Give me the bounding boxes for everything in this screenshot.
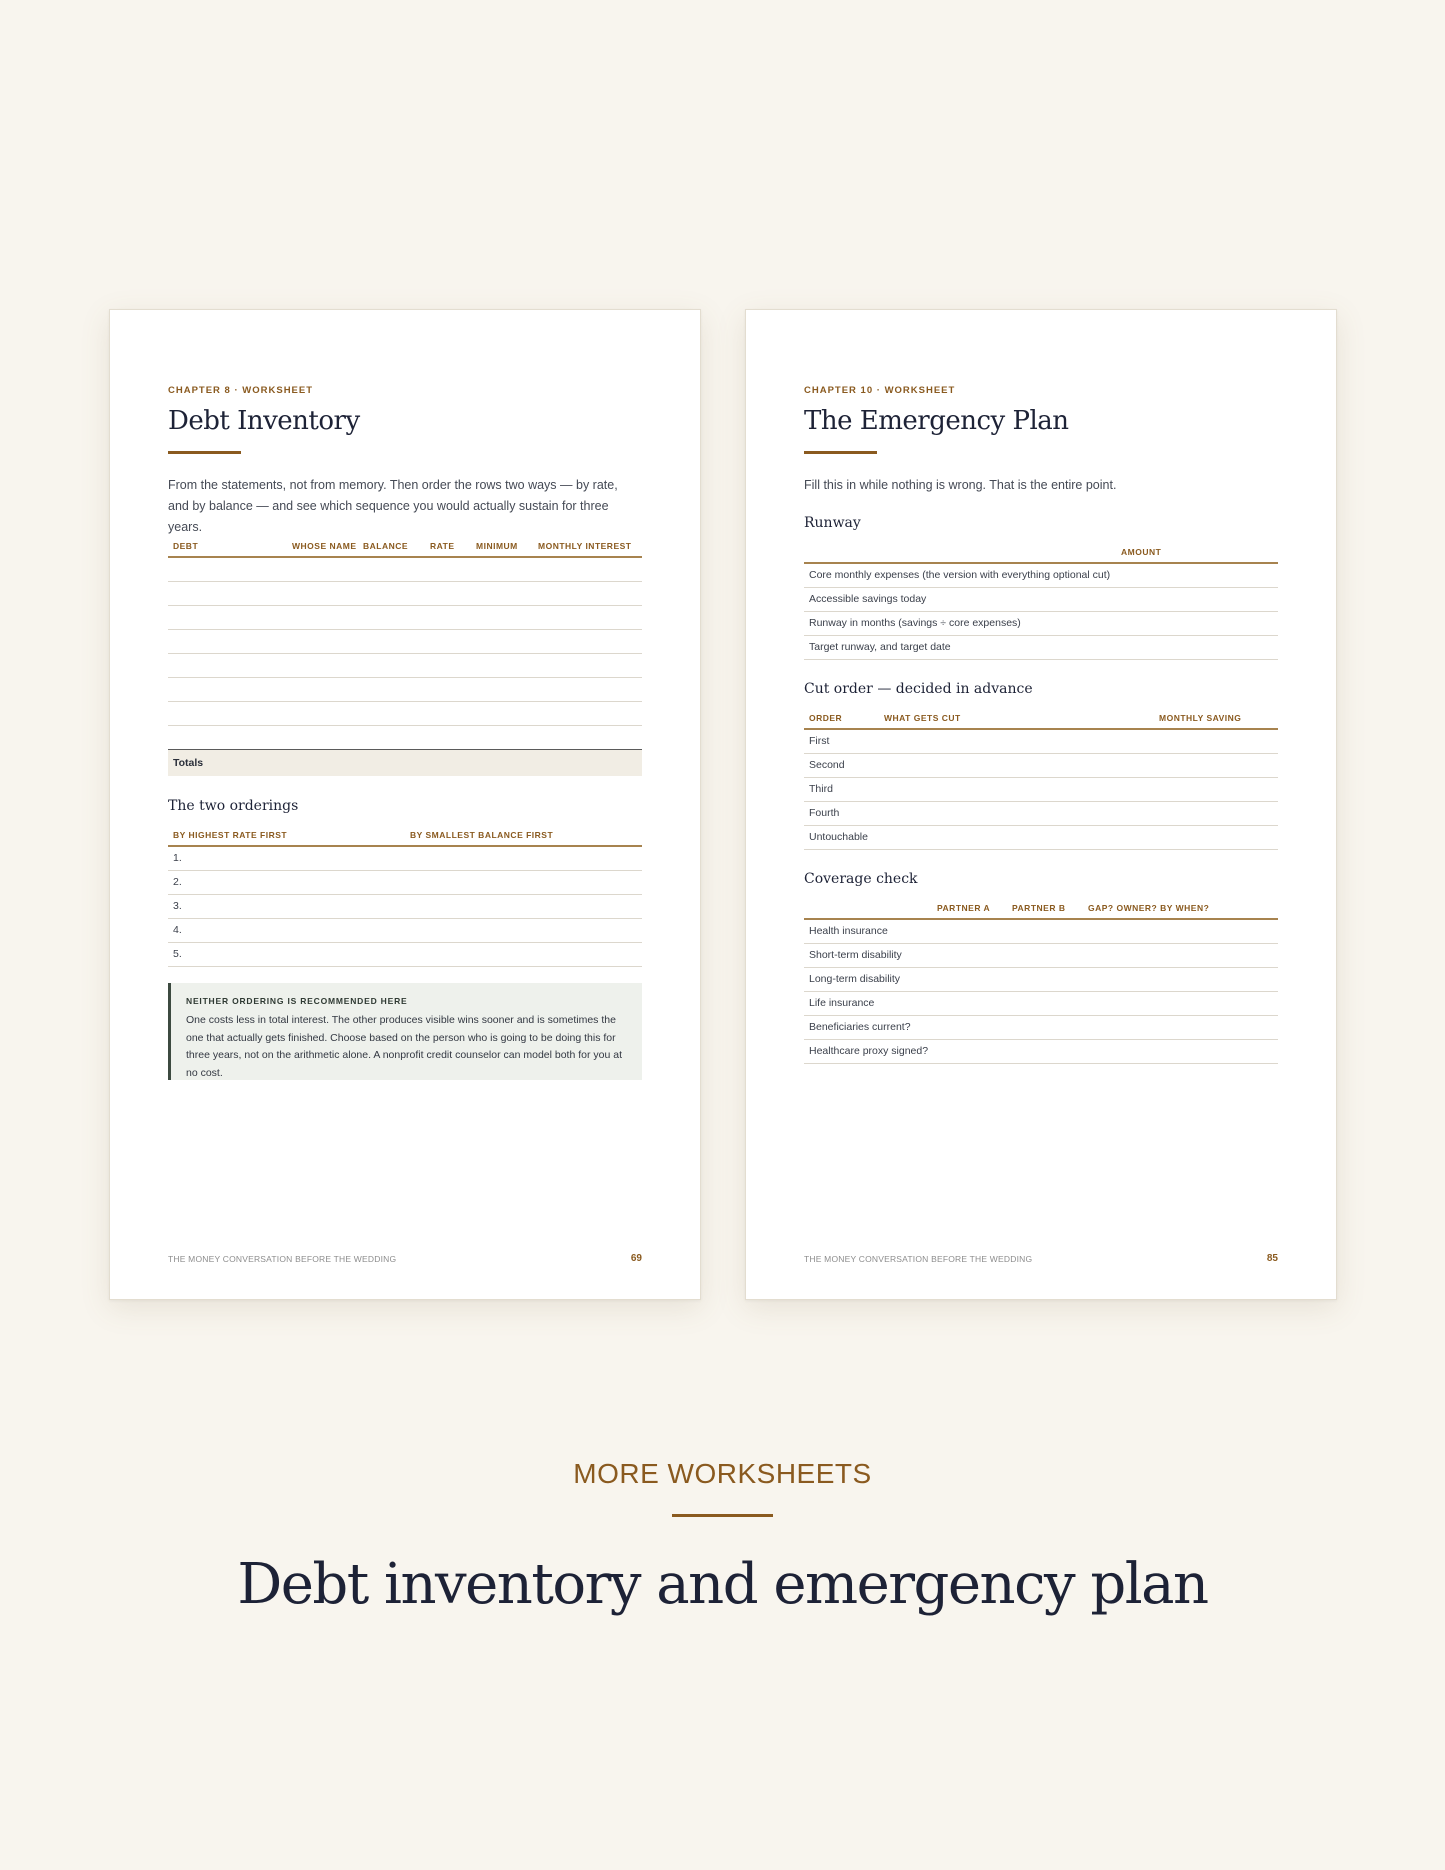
coverage-title: Coverage check (804, 871, 918, 887)
page-number: 69 (630, 1253, 642, 1264)
coverage-row-label: Long-term disability (809, 973, 901, 985)
ordering-number: 3. (173, 900, 182, 912)
inventory-row[interactable] (168, 582, 642, 606)
chapter-eyebrow: CHAPTER 8 · WORKSHEET (168, 385, 314, 396)
runway-row[interactable] (804, 612, 1278, 636)
title-rule (168, 451, 241, 454)
ordering-number: 1. (173, 852, 182, 864)
page-footer-title: THE MONEY CONVERSATION BEFORE THE WEDDING (804, 1254, 1033, 1264)
col-amount: AMOUNT (1121, 547, 1162, 557)
col-minimum: MINIMUM (476, 541, 518, 551)
col-monthly-interest: MONTHLY INTEREST (538, 541, 632, 551)
inventory-row[interactable] (168, 726, 642, 750)
coverage-row-label: Healthcare proxy signed? (809, 1045, 929, 1057)
col-gap-owner: GAP? OWNER? BY WHEN? (1088, 903, 1210, 913)
intro-text: From the statements, not from memory. Then order the rows two ways — by rate, and by balance — and see which sequence you would actually sustain for three years. (168, 478, 618, 534)
totals-row (168, 749, 642, 776)
orderings-title: The two orderings (168, 798, 299, 814)
cut-row-label: Second (809, 759, 845, 771)
coverage-row-label: Beneficiaries current? (809, 1021, 911, 1033)
intro-text: Fill this in while nothing is wrong. That is the entire point. (804, 478, 1117, 492)
runway-row[interactable] (804, 636, 1278, 660)
section-heading: Debt inventory and emergency plan (237, 1552, 1208, 1617)
ordering-row[interactable] (168, 847, 642, 871)
cut-row-label: First (809, 735, 830, 747)
cut-order-title: Cut order — decided in advance (804, 681, 1033, 697)
inventory-row[interactable] (168, 558, 642, 582)
page-footer-title: THE MONEY CONVERSATION BEFORE THE WEDDING (168, 1254, 397, 1264)
inventory-row[interactable] (168, 678, 642, 702)
col-partner-a: PARTNER A (937, 903, 991, 913)
col-rate: RATE (430, 541, 455, 551)
cut-row-label: Untouchable (809, 831, 868, 843)
col-debt: DEBT (173, 541, 199, 551)
ordering-number: 5. (173, 948, 182, 960)
inventory-row[interactable] (168, 702, 642, 726)
cut-row[interactable] (804, 826, 1278, 850)
cut-row[interactable] (804, 754, 1278, 778)
callout-title: NEITHER ORDERING IS RECOMMENDED HERE (186, 996, 408, 1006)
col-highest-rate: BY HIGHEST RATE FIRST (173, 830, 288, 840)
ordering-number: 4. (173, 924, 182, 936)
ordering-row[interactable] (168, 943, 642, 967)
coverage-row-label: Short-term disability (809, 949, 902, 961)
coverage-row[interactable] (804, 968, 1278, 992)
cut-row-label: Fourth (809, 807, 840, 819)
totals-label: Totals (173, 757, 204, 769)
col-what-gets-cut: WHAT GETS CUT (884, 713, 961, 723)
col-whose-name: WHOSE NAME (292, 541, 357, 551)
coverage-row-label: Life insurance (809, 997, 875, 1009)
coverage-row[interactable] (804, 992, 1278, 1016)
inventory-row[interactable] (168, 654, 642, 678)
runway-row[interactable] (804, 564, 1278, 588)
col-partner-b: PARTNER B (1012, 903, 1066, 913)
worksheet-page-emergency-plan (745, 309, 1337, 1300)
runway-row-label: Runway in months (savings ÷ core expenses) (809, 617, 1021, 629)
col-smallest-balance: BY SMALLEST BALANCE FIRST (410, 830, 554, 840)
runway-row-label: Accessible savings today (809, 593, 927, 605)
cut-row[interactable] (804, 730, 1278, 754)
coverage-row[interactable] (804, 1040, 1278, 1064)
cut-row-label: Third (809, 783, 833, 795)
coverage-row[interactable] (804, 1016, 1278, 1040)
coverage-row[interactable] (804, 944, 1278, 968)
page-number: 85 (1266, 1253, 1278, 1264)
ordering-row[interactable] (168, 895, 642, 919)
runway-row-label: Core monthly expenses (the version with everything optional cut) (809, 569, 1111, 581)
runway-row[interactable] (804, 588, 1278, 612)
runway-title: Runway (804, 515, 861, 531)
page-title: Debt Inventory (168, 406, 360, 436)
ordering-number: 2. (173, 876, 182, 888)
title-rule (804, 451, 877, 454)
callout-body: One costs less in total interest. The other produces visible wins sooner and is sometimes the one that actually gets finished. Choose based on the person who is going to be doing this for three years, not on the arithmetic alone. A nonprofit credit counselor can model both for you at no cost. (186, 1014, 623, 1079)
section-eyebrow: MORE WORKSHEETS (573, 1458, 872, 1489)
inventory-row[interactable] (168, 606, 642, 630)
coverage-row[interactable] (804, 920, 1278, 944)
ordering-row[interactable] (168, 919, 642, 943)
col-balance: BALANCE (363, 541, 409, 551)
section-rule (672, 1514, 773, 1517)
cut-row[interactable] (804, 778, 1278, 802)
runway-row-label: Target runway, and target date (809, 641, 951, 653)
page-title: The Emergency Plan (804, 406, 1069, 436)
cut-row[interactable] (804, 802, 1278, 826)
chapter-eyebrow: CHAPTER 10 · WORKSHEET (804, 385, 956, 396)
inventory-row[interactable] (168, 630, 642, 654)
coverage-row-label: Health insurance (809, 925, 888, 937)
col-order: ORDER (809, 713, 843, 723)
col-monthly-saving: MONTHLY SAVING (1159, 713, 1242, 723)
worksheet-page-debt-inventory (109, 309, 701, 1300)
ordering-row[interactable] (168, 871, 642, 895)
callout-box (168, 983, 642, 1080)
